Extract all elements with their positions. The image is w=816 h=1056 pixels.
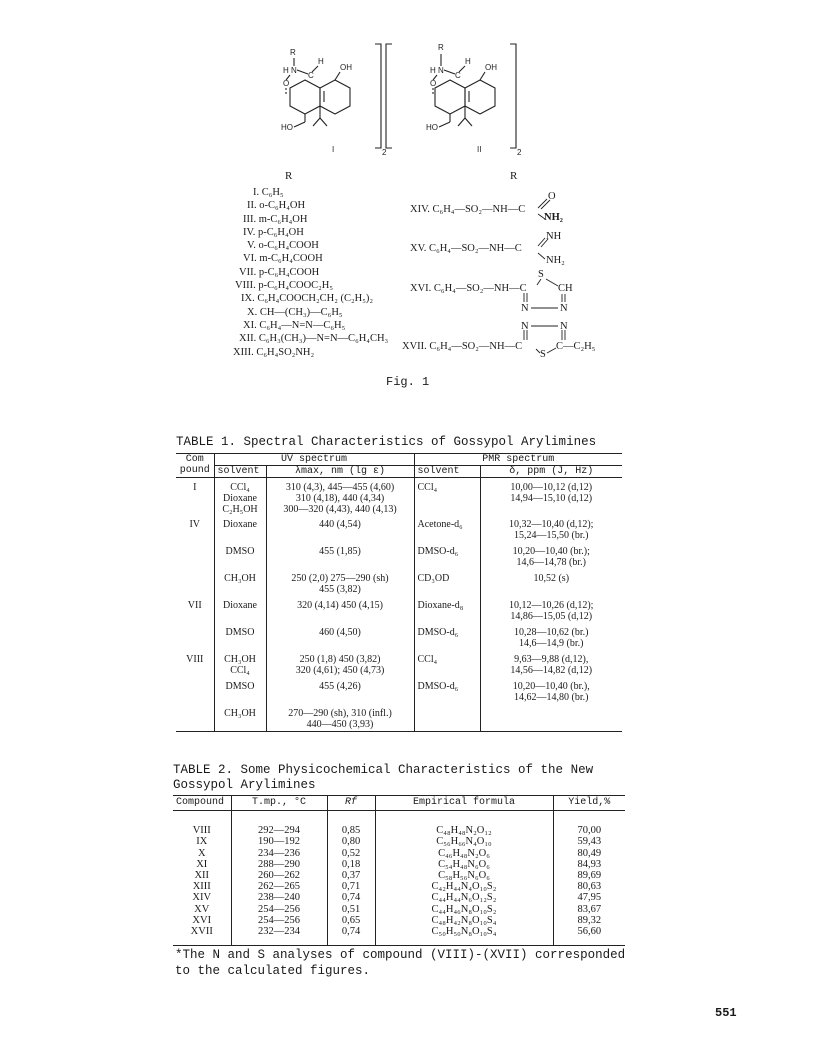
- t2-cell-yield: 89,69: [553, 870, 625, 881]
- table2-row: [173, 859, 625, 870]
- t2-cell-formula: C₄₈H₄₈N₂O₁₂: [375, 811, 553, 837]
- xvii-label: XVII. C₆H₄—SO₂—NH—C: [402, 341, 523, 352]
- t2-cell-mp: 260—262: [231, 870, 327, 881]
- subscript-2-a: 2: [382, 148, 387, 157]
- numeral-2: II: [477, 145, 482, 154]
- h-label-1: H: [318, 57, 324, 66]
- xvi-ch: CH: [558, 283, 573, 294]
- table2-caption-line1: TABLE 2. Some Physicochemical Characteristics of the New: [173, 763, 594, 777]
- t1-cell-pmr-solvent: [414, 704, 480, 731]
- t2-col-rf: Rf: [327, 796, 375, 811]
- xvii-c-ethyl: C—C₂H₅: [556, 341, 596, 352]
- t1-cell-pmr: 9,63—9,88 (d,12), 14,56—14,82 (d,12): [480, 650, 622, 677]
- table1-header-row-1: [176, 454, 622, 466]
- table1: [176, 453, 622, 732]
- t2-cell-yield: 89,32: [553, 915, 625, 926]
- t1-col-compound: Com pound: [176, 454, 214, 478]
- t2-cell-yield: 59,43: [553, 836, 625, 847]
- gossypol-structures-figure: [250, 40, 560, 158]
- t2-cell-mp: 238—240: [231, 892, 327, 903]
- oh-label-2: OH: [485, 63, 497, 72]
- oh-label-1: OH: [340, 63, 352, 72]
- t2-cell-yield: 56,60: [553, 926, 625, 946]
- xvii-n1: N: [521, 321, 529, 332]
- xvi-s: S: [538, 269, 544, 280]
- t1-cell-uv: 270—290 (sh), 310 (infl.) 440—450 (3,93): [266, 704, 414, 731]
- t2-col-yield: Yield,%: [553, 796, 625, 811]
- t2-cell-rf: 0,51: [327, 904, 375, 915]
- t2-cell-yield: 84,93: [553, 859, 625, 870]
- table1-row: [176, 569, 622, 596]
- t1-cell-solvent: DMSO: [214, 542, 266, 569]
- table2-row: [173, 915, 625, 926]
- table2-body: [173, 811, 625, 946]
- t1-cell-pmr: [480, 704, 622, 731]
- r-header-left: R: [285, 170, 293, 182]
- right-list-bonds: [410, 190, 610, 370]
- t2-cell-mp: 292—294: [231, 811, 327, 837]
- o-label-1: O: [283, 79, 290, 88]
- t1-cell-pmr-solvent: CD₃OD: [414, 569, 480, 596]
- t1-cell-pmr-solvent: DMSO-d₆: [414, 542, 480, 569]
- t1-cell-pmr-solvent: CCl₄: [414, 650, 480, 677]
- t1-cell-pmr: 10,52 (s): [480, 569, 622, 596]
- t2-cell-formula: C₄₄H₄₆N₈O₁₀S₂: [375, 904, 553, 915]
- t2-cell-rf: 0,80: [327, 836, 375, 847]
- t2-cell-mp: 254—256: [231, 915, 327, 926]
- table1-caption: TABLE 1. Spectral Characteristics of Gossypol Arylimines: [176, 435, 597, 449]
- table2-header-row: [173, 796, 625, 811]
- xv-nh: NH: [546, 231, 562, 242]
- t2-col-formula: Empirical formula: [375, 796, 553, 811]
- t1-cell-compound: [176, 677, 214, 704]
- substituent-item: IV. p-C₆H₄OH: [243, 226, 304, 238]
- h-on-n-1: H: [283, 66, 289, 75]
- t1-cell-uv: 440 (4,54): [266, 515, 414, 542]
- t2-cell-mp: 262—265: [231, 881, 327, 892]
- t1-cell-uv: 310 (4,3), 445—455 (4,60) 310 (4,18), 440 (4,34) 300—320 (4,43), 440 (4,13): [266, 478, 414, 516]
- t1-cell-uv: 455 (1,85): [266, 542, 414, 569]
- table2-row: [173, 811, 625, 837]
- xv-label: XV. C₆H₄—SO₂—NH—C: [410, 243, 522, 254]
- ho-label-1: HO: [281, 123, 293, 132]
- footnote: [175, 947, 625, 979]
- substituent-item: XIII. C₆H₄SO₂NH₂: [233, 346, 315, 358]
- xv-nh2: NH₂: [546, 255, 565, 266]
- table2: [173, 795, 625, 946]
- o-label-2: O: [430, 79, 437, 88]
- n-label-1: N: [291, 66, 297, 75]
- t1-cell-uv: 460 (4,50): [266, 623, 414, 650]
- substituent-item: X. CH—(CH₃)—C₆H₅: [247, 306, 343, 318]
- table2-row: [173, 904, 625, 915]
- t1-col-uv: UV spectrum: [214, 454, 414, 466]
- t1-cell-compound: [176, 542, 214, 569]
- t2-cell-yield: 80,49: [553, 848, 625, 859]
- t1-cell-pmr-solvent: Acetone-d₆: [414, 515, 480, 542]
- substituent-item: VIII. p-C₆H₄COOC₂H₅: [235, 280, 334, 292]
- t2-cell-yield: 80,63: [553, 881, 625, 892]
- t1-cell-uv: 250 (2,0) 275—290 (sh) 455 (3,82): [266, 569, 414, 596]
- xiv-nh2: NH₂: [544, 212, 563, 223]
- substituent-item: XII. C₆H₃(CH₃)—N=N—C₆H₄CH₃: [239, 333, 389, 345]
- t2-cell-rf: 0,74: [327, 926, 375, 946]
- substituent-item: V. o-C₆H₄COOH: [247, 240, 319, 252]
- xiv-o: O: [548, 191, 556, 202]
- xiv-label: XIV. C₆H₄—SO₂—NH—C: [410, 204, 526, 215]
- t1-cell-solvent: DMSO: [214, 677, 266, 704]
- xvi-n1: N: [521, 303, 529, 314]
- table1-header-row-2: [176, 466, 622, 478]
- t1-col-pmr: PMR spectrum: [414, 454, 622, 466]
- figure-caption: Fig. 1: [386, 375, 430, 389]
- t2-cell-mp: 190—192: [231, 836, 327, 847]
- t1-col-solvent: solvent: [214, 466, 266, 478]
- t2-cell-compound: XIII: [192, 881, 211, 893]
- table1-row: [176, 704, 622, 731]
- table1-row: [176, 515, 622, 542]
- t2-cell-rf: 0,18: [327, 859, 375, 870]
- t1-cell-pmr-solvent: CCl₄: [414, 478, 480, 516]
- t2-cell-compound: XI: [196, 858, 208, 870]
- t1-cell-solvent: CH₃OH CCl₄: [214, 650, 266, 677]
- t2-cell-compound: XII: [194, 870, 210, 882]
- xvi-label: XVI. C₆H₄—SO₂—NH—C: [410, 283, 527, 294]
- t2-cell-mp: 234—236: [231, 848, 327, 859]
- t1-cell-pmr-solvent: DMSO-d₆: [414, 677, 480, 704]
- h-label-2: H: [465, 57, 471, 66]
- t1-cell-pmr-solvent: Dioxane-d₈: [414, 596, 480, 623]
- table2-row: [173, 848, 625, 859]
- substituent-item: VI. m-C₆H₄COOH: [243, 253, 323, 265]
- t2-cell-mp: 232—234: [231, 926, 327, 946]
- substituent-item: IX. C₆H₄COOCH₂CH₂ (C₂H₅)₂: [241, 293, 374, 305]
- t2-cell-yield: 70,00: [553, 811, 625, 837]
- t1-cell-solvent: CCl₄ Dioxane C₂H₅OH: [214, 478, 266, 516]
- t1-cell-uv: 320 (4,14) 450 (4,15): [266, 596, 414, 623]
- substituent-item: I. C₆H₅: [253, 187, 284, 198]
- table2-caption-line2: Gossypol Arylimines: [173, 778, 316, 792]
- t2-cell-mp: 254—256: [231, 904, 327, 915]
- t1-col-solvent2: solvent: [414, 466, 480, 478]
- t1-cell-solvent: DMSO: [214, 623, 266, 650]
- t2-cell-formula: C₄₈H₄₂N₈O₁₀S₄: [375, 915, 553, 926]
- t2-cell-formula: C₅₆H₆₆N₄O₁₀: [375, 836, 553, 847]
- table2-row: [173, 892, 625, 903]
- table2-row: [173, 836, 625, 847]
- numeral-1: I: [332, 145, 335, 154]
- substituent-list-left: [225, 186, 388, 359]
- t1-cell-compound: [176, 623, 214, 650]
- t2-cell-formula: C₅₀H₅₀N₈O₁₀S₄: [375, 926, 553, 946]
- table1-row: [176, 542, 622, 569]
- table2-row: [173, 881, 625, 892]
- table1-row: [176, 596, 622, 623]
- t1-cell-uv: 455 (4,26): [266, 677, 414, 704]
- t1-cell-uv: 250 (1,8) 450 (3,82) 320 (4,61); 450 (4,73): [266, 650, 414, 677]
- t2-cell-rf: 0,71: [327, 881, 375, 892]
- table1-body: [176, 478, 622, 732]
- t2-cell-rf: 0,65: [327, 915, 375, 926]
- t2-cell-yield: 47,95: [553, 892, 625, 903]
- t2-cell-formula: C₅₈H₅₆N₆O₆: [375, 870, 553, 881]
- t1-cell-pmr: 10,32—10,40 (d,12); 15,24—15,50 (br.): [480, 515, 622, 542]
- c-label-2: C: [455, 71, 461, 80]
- substituent-item: VII. p-C₆H₄COOH: [239, 266, 320, 278]
- t2-cell-formula: C₄₆H₄₈N₂O₆: [375, 848, 553, 859]
- t2-cell-compound: XV: [194, 903, 210, 915]
- t1-cell-compound: VIII: [186, 654, 204, 665]
- t1-cell-solvent: Dioxane: [214, 515, 266, 542]
- footnote-line-1: *The N and S analyses of compound (VIII)-(XVII) corresponded: [175, 948, 626, 962]
- table2-row: [173, 926, 625, 946]
- xvii-s: S: [540, 349, 546, 360]
- t1-cell-compound: [176, 704, 214, 731]
- t2-cell-compound: VIII: [192, 825, 211, 837]
- t2-cell-formula: C₄₄H₄₄N₆O₁₂S₂: [375, 892, 553, 903]
- substituent-item: XI. C₆H₄—N=N—C₆H₅: [243, 319, 346, 331]
- t1-cell-solvent: Dioxane: [214, 596, 266, 623]
- substituent-item: II. o-C₆H₄OH: [247, 200, 306, 212]
- n-label-2: N: [438, 66, 444, 75]
- t1-cell-compound: [176, 569, 214, 596]
- t2-col-compound: Compound: [173, 796, 231, 811]
- t2-col-mp: T.mp., °C: [231, 796, 327, 811]
- t1-col-lambda: λmax, nm (lg ε): [266, 466, 414, 478]
- t1-cell-compound: I: [193, 482, 197, 493]
- t2-cell-compound: X: [197, 847, 206, 859]
- t2-cell-compound: XVII: [173, 926, 231, 946]
- t2-cell-rf: 0,85: [327, 811, 375, 837]
- t2-cell-formula: C₅₄H₄₈N₆O₆: [375, 859, 553, 870]
- t1-cell-pmr-solvent: DMSO-d₆: [414, 623, 480, 650]
- t1-cell-compound: IV: [189, 519, 201, 530]
- h-on-n-2: H: [430, 66, 436, 75]
- t1-cell-solvent: CH₃OH: [214, 704, 266, 731]
- c-label-1: C: [308, 71, 314, 80]
- r-label-2: R: [438, 43, 444, 52]
- xvi-n2: N: [560, 303, 568, 314]
- table1-row: [176, 677, 622, 704]
- t2-cell-formula: C₄₂H₄₄N₄O₁₀S₂: [375, 881, 553, 892]
- t1-cell-pmr: 10,20—10,40 (br.); 14,6—14,78 (br.): [480, 542, 622, 569]
- t1-cell-pmr: 10,28—10,62 (br.) 14,6—14,9 (br.): [480, 623, 622, 650]
- t1-cell-pmr: 10,00—10,12 (d,12) 14,94—15,10 (d,12): [480, 478, 622, 516]
- t2-cell-mp: 288—290: [231, 859, 327, 870]
- substituent-item: III. m-C₆H₄OH: [243, 213, 308, 225]
- footnote-line-2: to the calculated figures.: [175, 964, 371, 978]
- table1-row: [176, 478, 622, 516]
- r-header-right: R: [510, 170, 518, 182]
- table2-row: [173, 870, 625, 881]
- t2-cell-rf: 0,52: [327, 848, 375, 859]
- table1-row: [176, 650, 622, 677]
- t2-cell-compound: XVI: [192, 914, 212, 926]
- table1-row: [176, 623, 622, 650]
- r-label-1: R: [290, 48, 296, 57]
- t1-col-delta: δ, ppm (J, Hz): [480, 466, 622, 478]
- t1-cell-solvent: CH₃OH: [214, 569, 266, 596]
- xvii-n2: N: [560, 321, 568, 332]
- t1-cell-pmr: 10,20—10,40 (br.), 14,62—14,80 (br.): [480, 677, 622, 704]
- t2-cell-rf: 0,74: [327, 892, 375, 903]
- t2-cell-compound: IX: [196, 836, 208, 848]
- t1-cell-pmr: 10,12—10,26 (d,12); 14,86—15,05 (d,12): [480, 596, 622, 623]
- ho-label-2: HO: [426, 123, 438, 132]
- subscript-2-b: 2: [517, 148, 522, 157]
- t2-cell-rf: 0,37: [327, 870, 375, 881]
- t2-cell-compound: XIV: [192, 892, 212, 904]
- substituent-list-right: [402, 190, 610, 370]
- t1-cell-compound: VII: [187, 600, 202, 611]
- page-number: 551: [715, 1006, 737, 1020]
- t2-cell-yield: 83,67: [553, 904, 625, 915]
